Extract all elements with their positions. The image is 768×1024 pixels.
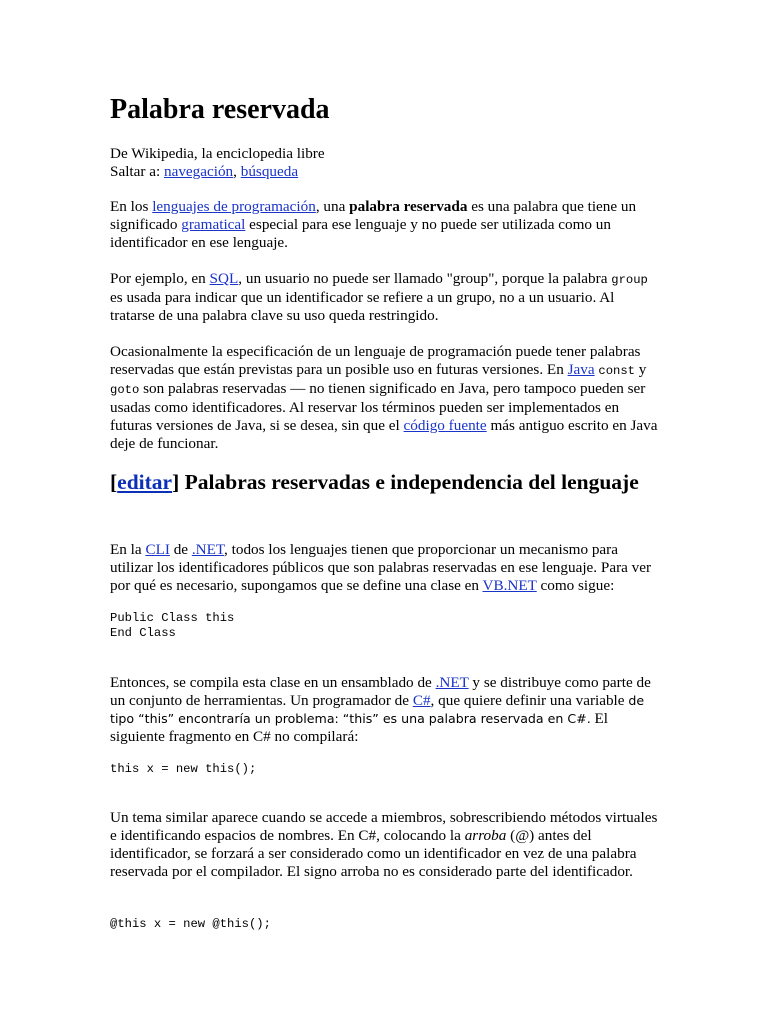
- paragraph-intro: [110, 198, 660, 252]
- text: El siguiente fragmento en C# no compilará:: [110, 710, 609, 745]
- jump-sep: ,: [233, 163, 241, 180]
- paragraph-cli: [110, 541, 660, 595]
- section-title: Palabras reservadas e independencia del lenguaje: [179, 470, 639, 494]
- text: de: [169, 541, 192, 558]
- link-net[interactable]: .NET: [191, 541, 225, 558]
- link-sql[interactable]: SQL: [209, 270, 239, 287]
- link-vbnet[interactable]: VB.NET: [482, 577, 537, 594]
- text: Un tema similar aparece cuando se accede a miembros, sobrescribiendo métodos virtuales e identificando espacios de nombres. En C#, colocando la: [110, 809, 658, 844]
- text: En los: [110, 198, 153, 215]
- subtitle: De Wikipedia, la enciclopedia libre: [110, 145, 325, 162]
- text: es usada para indicar que un identificador se refiere a un grupo, no a un usuario. Al tratarse de una palabra clave su uso queda restringido.: [110, 289, 615, 324]
- text: son palabras reservadas — no tienen significado en Java, pero tampoco pueden ser usadas como identificadores. Al reservar los términos pueden ser implementados en futuras versiones de Java, si se desea, sin que el: [110, 380, 646, 434]
- link-net-2[interactable]: .NET: [435, 674, 469, 691]
- page-title: Palabra reservada: [110, 94, 330, 125]
- paragraph-compile: [110, 674, 660, 746]
- text: , una: [315, 198, 350, 215]
- code-const: const: [598, 364, 635, 378]
- code-group: group: [611, 273, 648, 287]
- text: , que quiere definir una variable: [430, 692, 629, 709]
- text-alt-font: de tipo “this” encontraría un problema: “this” es una palabra reservada en C#.: [110, 693, 645, 726]
- link-lenguajes[interactable]: lenguajes de programación: [152, 198, 316, 215]
- paragraph-sql: [110, 270, 660, 325]
- site-sub: [110, 145, 660, 181]
- text: (@) antes del identificador, se forzará a ser considerado como un identificador en vez de una palabra reservada por el compilador. El signo arroba no es considerado parte del identificador.: [110, 827, 637, 880]
- jump-links: [110, 163, 660, 181]
- italic-arroba: arroba: [464, 827, 507, 844]
- text: especial para ese lenguaje y no puede ser utilizada como un identificador en ese lenguaje.: [110, 216, 611, 251]
- text: Entonces, se compila esta clase en un ensamblado de: [110, 674, 436, 691]
- text: Ocasionalmente la especificación de un lenguaje de programación puede tener palabras reservadas que están previstas para un posible uso en futuras versiones. En: [110, 343, 641, 378]
- search-link[interactable]: búsqueda: [240, 163, 299, 180]
- bold-term: palabra reservada: [349, 198, 468, 215]
- link-java[interactable]: Java: [567, 361, 595, 378]
- text: , todos los lenguajes tienen que proporcionar un mecanismo para utilizar los identificadores públicos que son palabras reservadas en ese lenguaje. Para ver por qué es necesario, supongamos que se define una clase en: [110, 541, 652, 594]
- text: es una palabra que tiene un significado: [110, 198, 637, 233]
- text: más antiguo escrito en Java deje de funcionar.: [110, 417, 658, 452]
- text: Por ejemplo, en: [110, 270, 210, 287]
- code-goto: goto: [110, 383, 140, 397]
- link-gramatical[interactable]: gramatical: [181, 216, 246, 233]
- text: y se distribuye como parte de un conjunto de herramientas. Un programador de: [110, 674, 651, 709]
- text: como sigue:: [536, 577, 615, 594]
- bracket-close: ]: [172, 470, 180, 494]
- text: , un usuario no puede ser llamado "group", porque la palabra: [238, 270, 612, 287]
- text: y: [634, 361, 647, 378]
- paragraph-java: [110, 343, 660, 453]
- link-codigo-fuente[interactable]: código fuente: [403, 417, 487, 434]
- link-csharp[interactable]: C#: [412, 692, 431, 709]
- jump-prefix: Saltar a:: [110, 163, 164, 180]
- code-block-at-this: @this x = new @this();: [110, 917, 271, 931]
- section-heading: [110, 469, 660, 496]
- code-block-this: this x = new this();: [110, 762, 257, 776]
- bracket-open: [: [110, 470, 118, 494]
- text: En la: [110, 541, 146, 558]
- edit-link[interactable]: editar: [117, 470, 173, 494]
- code-block-class: Public Class this End Class: [110, 611, 235, 640]
- nav-link[interactable]: navegación: [163, 163, 234, 180]
- link-cli[interactable]: CLI: [145, 541, 170, 558]
- paragraph-arroba: [110, 809, 660, 881]
